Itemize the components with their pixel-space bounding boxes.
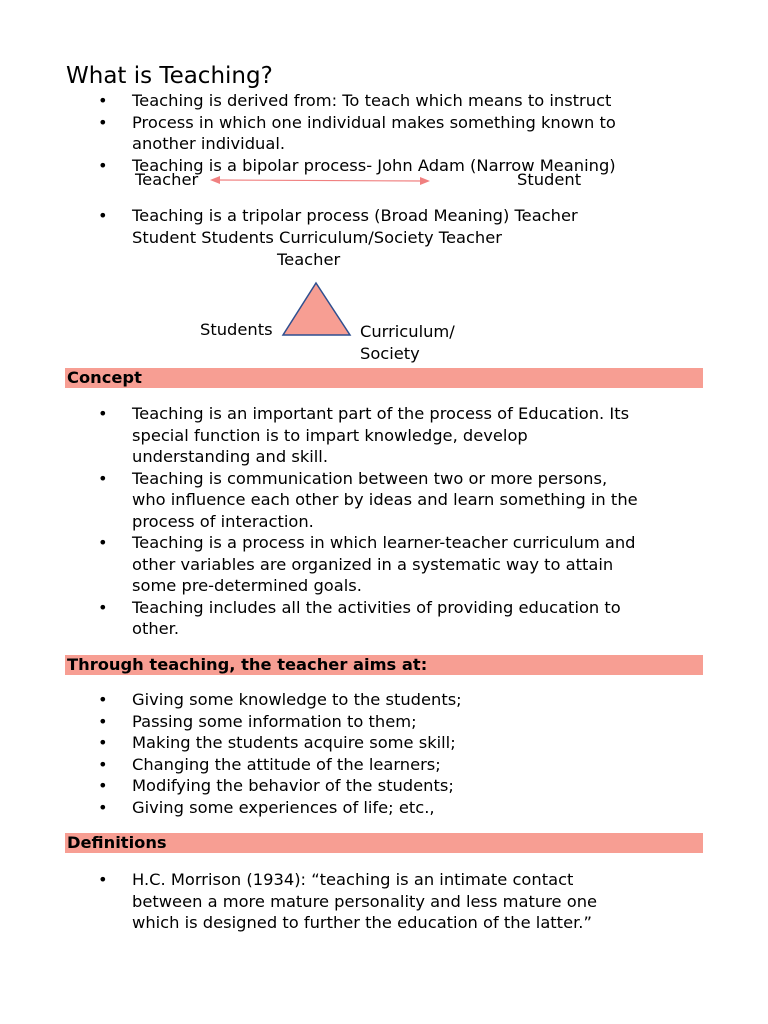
tripolar-bullet-list (0, 205, 640, 248)
aims-heading: Through teaching, the teacher aims at: (65, 655, 703, 675)
triangle-icon (283, 283, 350, 335)
list-item: • Passing some information to them; (0, 711, 640, 733)
list-item: • Making the students acquire some skill; (0, 732, 640, 754)
list-item: • Teaching is an important part of the process of Education. Its special function is to impart knowledge, develop understanding and skill. (0, 403, 640, 468)
list-item: • Teaching is a bipolar process- John Adam (Narrow Meaning) (0, 155, 640, 177)
bipolar-student-label: Student (517, 170, 582, 189)
list-item: • Teaching includes all the activities of providing education to other. (0, 597, 640, 640)
list-item: • Teaching is communication between two or more persons, who influence each other by ideas and learn something in the process of interaction. (0, 468, 640, 533)
triangle-right-label-1: Curriculum/ (360, 322, 455, 341)
bipolar-teacher-label: Teacher (135, 170, 199, 189)
definitions-bullet-list (0, 869, 640, 934)
double-arrow-icon (210, 176, 430, 185)
concept-bullet-list (0, 403, 640, 640)
concept-heading: Concept (65, 368, 703, 388)
list-item: • Giving some experiences of life; etc., (0, 797, 640, 819)
list-item: • Process in which one individual makes something known to another individual. (0, 112, 640, 155)
definitions-heading: Definitions (65, 833, 703, 853)
list-item: • H.C. Morrison (1934): “teaching is an intimate contact between a more mature personality and less mature one which is designed to further the education of the latter.” (0, 869, 640, 934)
aims-bullet-list (0, 689, 640, 818)
list-item: • Teaching is a process in which learner-teacher curriculum and other variables are organized in a systematic way to attain some pre-determined goals. (0, 532, 640, 597)
triangle-left-label: Students (200, 320, 273, 339)
triangle-right-label-2: Society (360, 344, 420, 363)
page-title: What is Teaching? (66, 63, 273, 89)
list-item: • Teaching is derived from: To teach which means to instruct (0, 90, 640, 112)
list-item: • Teaching is a tripolar process (Broad Meaning) Teacher Student Students Curriculum/Society Teacher (0, 205, 640, 248)
triangle-top-label: Teacher (277, 250, 341, 269)
list-item: • Giving some knowledge to the students; (0, 689, 640, 711)
list-item: • Changing the attitude of the learners; (0, 754, 640, 776)
list-item: • Modifying the behavior of the students; (0, 775, 640, 797)
